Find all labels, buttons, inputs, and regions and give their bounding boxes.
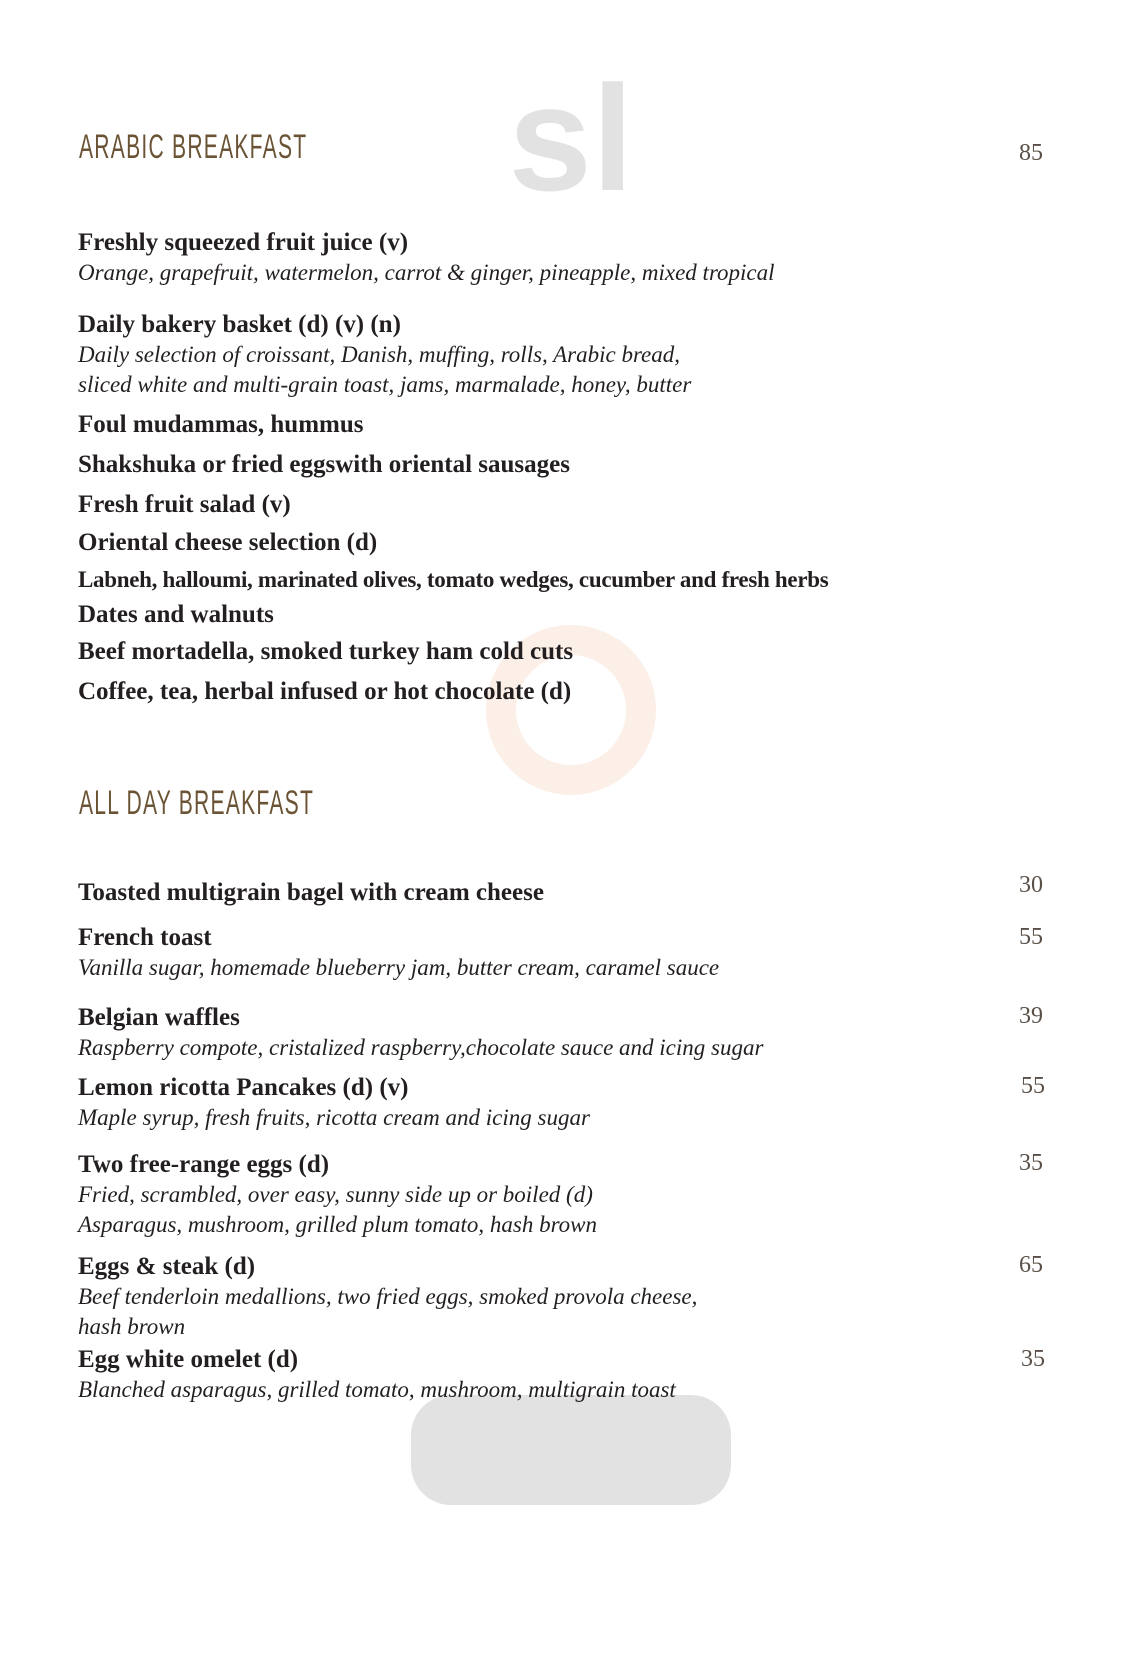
item-name: Coffee, tea, herbal infused or hot chocolate (d) [78,678,572,705]
menu-item [78,490,1068,520]
item-description-line: Vanilla sugar, homemade blueberry jam, butter cream, caramel sauce [78,955,720,980]
item-description-line: sliced white and multi-grain toast, jams, marmalade, honey, butter [78,372,692,397]
item-price: 65 [1019,1252,1043,1278]
item-description [78,1180,1068,1240]
menu-item [78,923,1068,983]
item-price: 35 [1021,1346,1045,1372]
menu-item [78,677,1068,707]
menu-item [78,450,1068,480]
item-description [78,1282,1068,1342]
item-description [78,1103,1068,1133]
item-name: Shakshuka or fried eggswith oriental sausages [78,451,570,478]
item-description-line: Beef tenderloin medallions, two fried eggs, smoked provola cheese, [78,1284,698,1309]
menu-item [78,637,1068,667]
item-name: Fresh fruit salad (v) [78,491,291,518]
menu-item [78,1073,1068,1133]
item-description-line: Asparagus, mushroom, grilled plum tomato, hash brown [78,1212,598,1237]
item-name: Labneh, halloumi, marinated olives, tomato wedges, cucumber and fresh herbs [78,567,829,592]
item-name: Freshly squeezed fruit juice (v) [78,229,409,256]
item-name: Beef mortadella, smoked turkey ham cold cuts [78,638,574,665]
menu-item [78,528,1068,558]
menu-item [78,600,1068,630]
menu-item [78,1252,1068,1342]
menu-item [78,1150,1068,1240]
item-name: Dates and walnuts [78,601,274,628]
item-name: Egg white omelet (d) [78,1346,299,1373]
item-price: 30 [1019,872,1043,898]
item-name: Eggs & steak (d) [78,1253,256,1280]
menu-item [78,565,1068,595]
item-description-line: Daily selection of croissant, Danish, muffing, rolls, Arabic bread, [78,342,681,367]
menu-item [78,228,1068,288]
item-price: 35 [1019,1150,1043,1176]
item-name: French toast [78,924,212,951]
item-description-line: Raspberry compote, cristalized raspberry,chocolate sauce and icing sugar [78,1035,764,1060]
item-price: 39 [1019,1003,1043,1029]
item-description [78,953,1068,983]
item-name: Daily bakery basket (d) (v) (n) [78,311,401,338]
menu-item [78,410,1068,440]
item-description [78,340,1068,400]
arabic-breakfast-price: 85 [1019,140,1043,166]
item-description-line: Blanched asparagus, grilled tomato, mushroom, multigrain toast [78,1377,676,1402]
menu-item [78,1003,1068,1063]
item-description-line: hash brown [78,1314,186,1339]
menu-item [78,310,1068,400]
arabic-breakfast-title: ARABIC BREAKFAST [79,128,308,166]
svg-text:sl: sl [507,54,634,222]
item-name: Belgian waffles [78,1004,240,1031]
item-description-line: Fried, scrambled, over easy, sunny side up or boiled (d) [78,1182,593,1207]
item-name: Foul mudammas, hummus [78,411,364,438]
item-description-line: Orange, grapefruit, watermelon, carrot & ginger, pineapple, mixed tropical [78,260,775,285]
item-name: Lemon ricotta Pancakes (d) (v) [78,1074,409,1101]
menu-item [78,878,1068,908]
menu-item [78,1345,1068,1405]
item-description-line: Maple syrup, fresh fruits, ricotta cream and icing sugar [78,1105,590,1130]
item-price: 55 [1019,924,1043,950]
item-name: Oriental cheese selection (d) [78,529,378,556]
item-description [78,1033,1068,1063]
item-name: Two free-range eggs (d) [78,1151,330,1178]
item-description [78,1375,1068,1405]
item-price: 55 [1021,1073,1045,1099]
item-name: Toasted multigrain bagel with cream cheese [78,879,544,906]
item-description [78,258,1068,288]
all-day-breakfast-title: ALL DAY BREAKFAST [79,784,315,822]
